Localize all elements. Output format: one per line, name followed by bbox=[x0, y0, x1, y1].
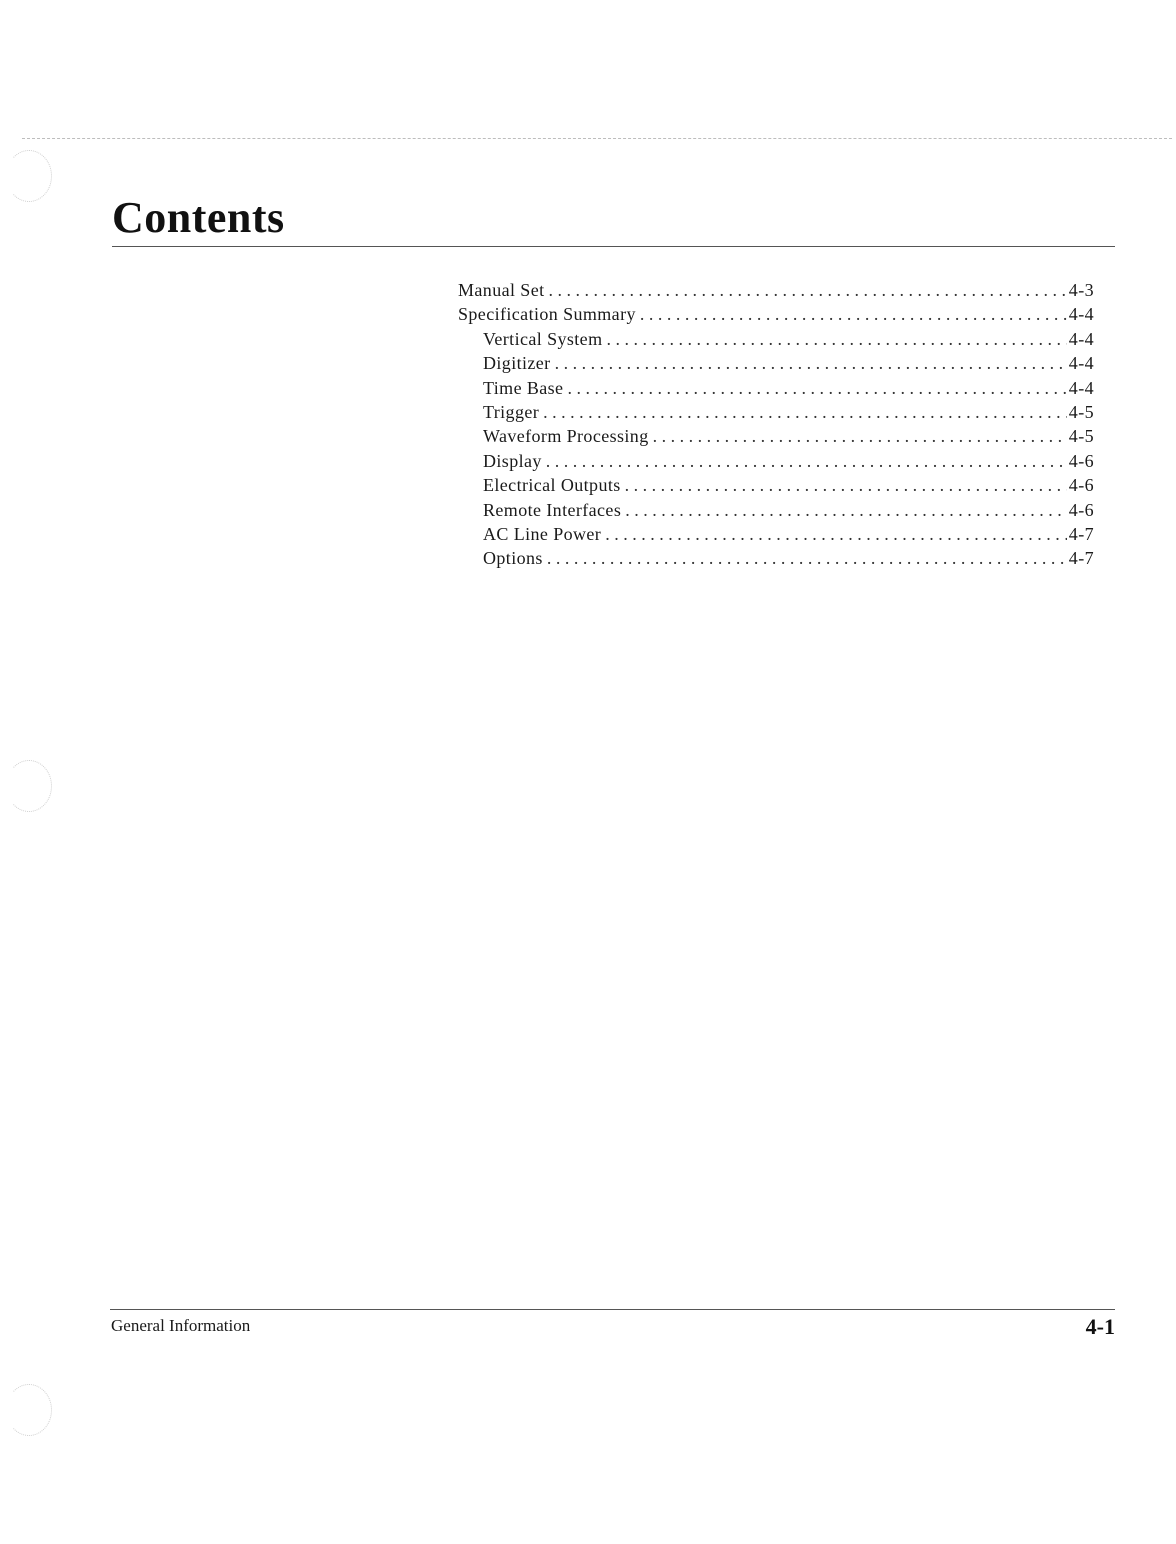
toc-entry-label: Manual Set bbox=[458, 280, 545, 300]
page-title: Contents bbox=[112, 193, 285, 242]
punch-hole-top bbox=[6, 150, 52, 202]
toc-entry-label: Electrical Outputs bbox=[483, 475, 621, 496]
toc-entry-label: Options bbox=[483, 548, 543, 569]
toc-entry[interactable] bbox=[458, 473, 1094, 497]
toc-entry-page: 4-6 bbox=[1068, 475, 1094, 496]
toc-dot-leader bbox=[640, 302, 1067, 326]
toc-entry-label: Vertical System bbox=[483, 328, 603, 349]
toc-entry[interactable] bbox=[458, 522, 1094, 546]
toc-dot-leader bbox=[605, 522, 1067, 546]
punch-hole-middle bbox=[6, 760, 52, 812]
toc-entry-page: 4-4 bbox=[1068, 353, 1094, 374]
toc-entry-label: AC Line Power bbox=[483, 523, 602, 544]
toc-entry-label: Time Base bbox=[483, 377, 564, 398]
toc-dot-leader bbox=[546, 449, 1067, 473]
toc-entry-page: 4-6 bbox=[1068, 499, 1094, 520]
toc-dot-leader bbox=[549, 278, 1067, 302]
toc-dot-leader bbox=[606, 327, 1066, 351]
toc-entry-page: 4-4 bbox=[1068, 377, 1094, 398]
toc-dot-leader bbox=[625, 473, 1067, 497]
table-of-contents bbox=[458, 278, 1094, 571]
toc-entry[interactable] bbox=[458, 302, 1094, 326]
toc-dot-leader bbox=[543, 400, 1067, 424]
toc-dot-leader bbox=[547, 546, 1067, 570]
toc-entry-page: 4-4 bbox=[1068, 304, 1094, 325]
toc-entry-label: Specification Summary bbox=[458, 304, 636, 325]
toc-entry-page: 4-6 bbox=[1068, 450, 1094, 471]
footer-section-title: General Information bbox=[111, 1316, 251, 1335]
toc-entry[interactable] bbox=[458, 351, 1094, 375]
toc-entry-page: 4-4 bbox=[1068, 328, 1094, 349]
toc-entry[interactable] bbox=[458, 498, 1094, 522]
toc-entry[interactable] bbox=[458, 400, 1094, 424]
title-rule bbox=[112, 246, 1115, 247]
toc-entry-label: Trigger bbox=[483, 401, 540, 422]
footer-page-number: 4-1 bbox=[1085, 1314, 1115, 1339]
top-rule bbox=[22, 138, 1172, 139]
toc-dot-leader bbox=[555, 351, 1067, 375]
footer-rule bbox=[110, 1309, 1115, 1310]
toc-dot-leader bbox=[567, 376, 1066, 400]
toc-entry[interactable] bbox=[458, 327, 1094, 351]
toc-entry-page: 4-7 bbox=[1068, 523, 1094, 544]
toc-dot-leader bbox=[653, 424, 1067, 448]
toc-entry[interactable] bbox=[458, 449, 1094, 473]
punch-hole-bottom bbox=[6, 1384, 52, 1436]
toc-entry[interactable] bbox=[458, 376, 1094, 400]
toc-entry[interactable] bbox=[458, 424, 1094, 448]
toc-entry-page: 4-3 bbox=[1068, 280, 1094, 300]
toc-entry-page: 4-7 bbox=[1068, 548, 1094, 569]
toc-entry-label: Digitizer bbox=[483, 353, 551, 374]
toc-dot-leader bbox=[625, 498, 1067, 522]
toc-entry[interactable] bbox=[458, 278, 1094, 302]
toc-entry-page: 4-5 bbox=[1068, 426, 1094, 447]
toc-entry-label: Remote Interfaces bbox=[483, 499, 622, 520]
toc-entry-label: Waveform Processing bbox=[483, 426, 649, 447]
toc-entry[interactable] bbox=[458, 546, 1094, 570]
toc-entry-label: Display bbox=[483, 450, 542, 471]
toc-entry-page: 4-5 bbox=[1068, 401, 1094, 422]
